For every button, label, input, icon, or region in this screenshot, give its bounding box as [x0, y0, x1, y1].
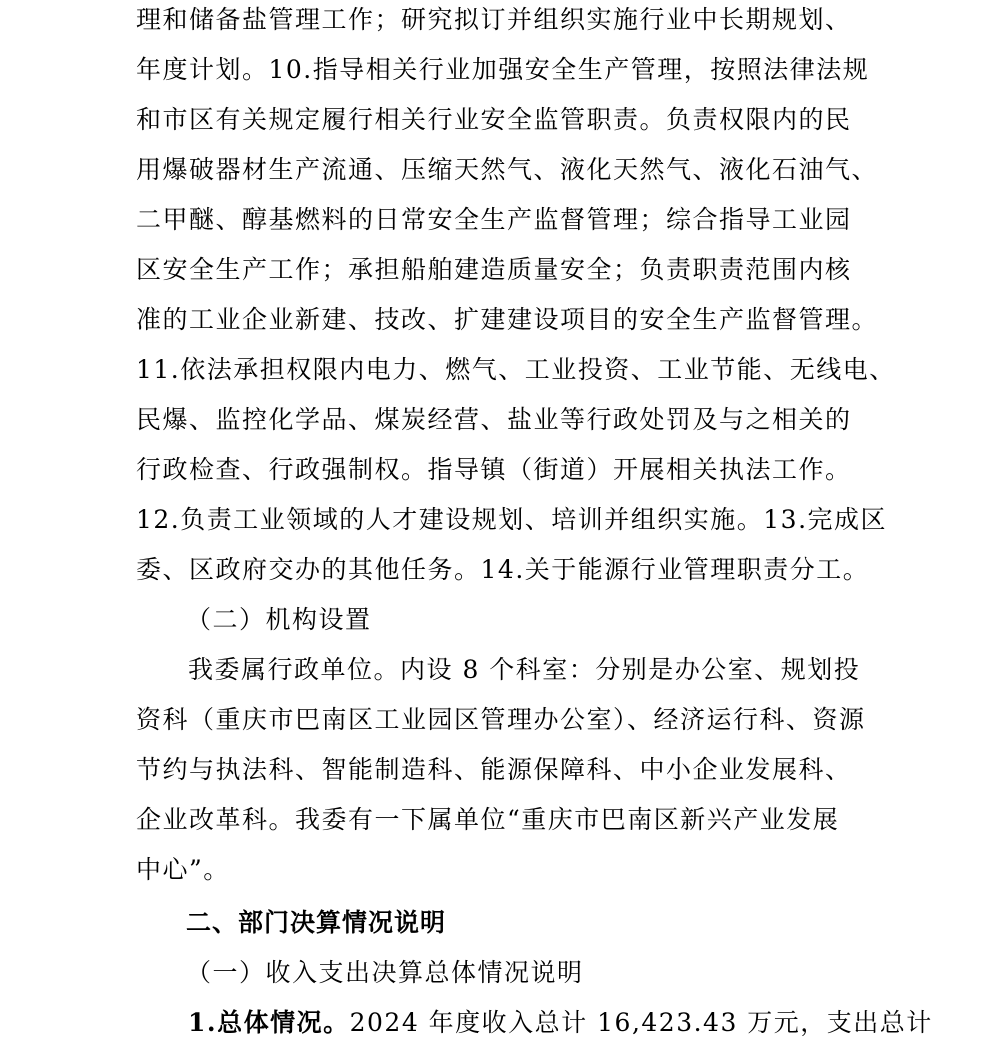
body-line-7: 准的工业企业新建、技改、扩建建设项目的安全生产监督管理。 — [136, 305, 879, 334]
body-line-4: 用爆破器材生产流通、压缩天然气、液化天然气、液化石油气、 — [136, 155, 879, 184]
body-line-12: 委、区政府交办的其他任务。14.关于能源行业管理职责分工。 — [136, 555, 870, 584]
body-line-10: 行政检查、行政强制权。指导镇（街道）开展相关执法工作。 — [136, 455, 852, 484]
org-line-5: 中心”。 — [136, 855, 230, 884]
overall-text: 2024 年度收入总计 16,423.43 万元，支出总计 — [349, 1008, 933, 1037]
body-line-5: 二甲醚、醇基燃料的日常安全生产监督管理；综合指导工业园 — [136, 205, 852, 234]
overall-label: 1.总体情况。 — [188, 1008, 350, 1037]
section-heading-org: （二）机构设置 — [186, 605, 372, 634]
body-line-1: 理和储备盐管理工作；研究拟订并组织实施行业中长期规划、 — [136, 5, 852, 34]
body-line-6: 区安全生产工作；承担船舶建造质量安全；负责职责范围内核 — [136, 255, 852, 284]
body-line-2: 年度计划。10.指导相关行业加强安全生产管理，按照法律法规 — [136, 55, 870, 84]
org-line-4: 企业改革科。我委有一下属单位“重庆市巴南区新兴产业发展 — [136, 805, 840, 834]
subsection-heading: （一）收入支出决算总体情况说明 — [186, 958, 584, 987]
body-line-9: 民爆、监控化学品、煤炭经营、盐业等行政处罚及与之相关的 — [136, 405, 852, 434]
org-line-3: 节约与执法科、智能制造科、能源保障科、中小企业发展科、 — [136, 755, 852, 784]
overall-paragraph — [188, 1003, 933, 1043]
org-line-2: 资科（重庆市巴南区工业园区管理办公室）、经济运行科、资源 — [136, 705, 866, 734]
body-line-3: 和市区有关规定履行相关行业安全监管职责。负责权限内的民 — [136, 105, 852, 134]
part-heading: 二、部门决算情况说明 — [186, 908, 447, 937]
body-line-11: 12.负责工业领域的人才建设规划、培训并组织实施。13.完成区 — [136, 505, 888, 534]
org-line-1: 我委属行政单位。内设 8 个科室：分别是办公室、规划投 — [188, 655, 861, 684]
body-line-8: 11.依法承担权限内电力、燃气、工业投资、工业节能、无线电、 — [136, 355, 896, 384]
